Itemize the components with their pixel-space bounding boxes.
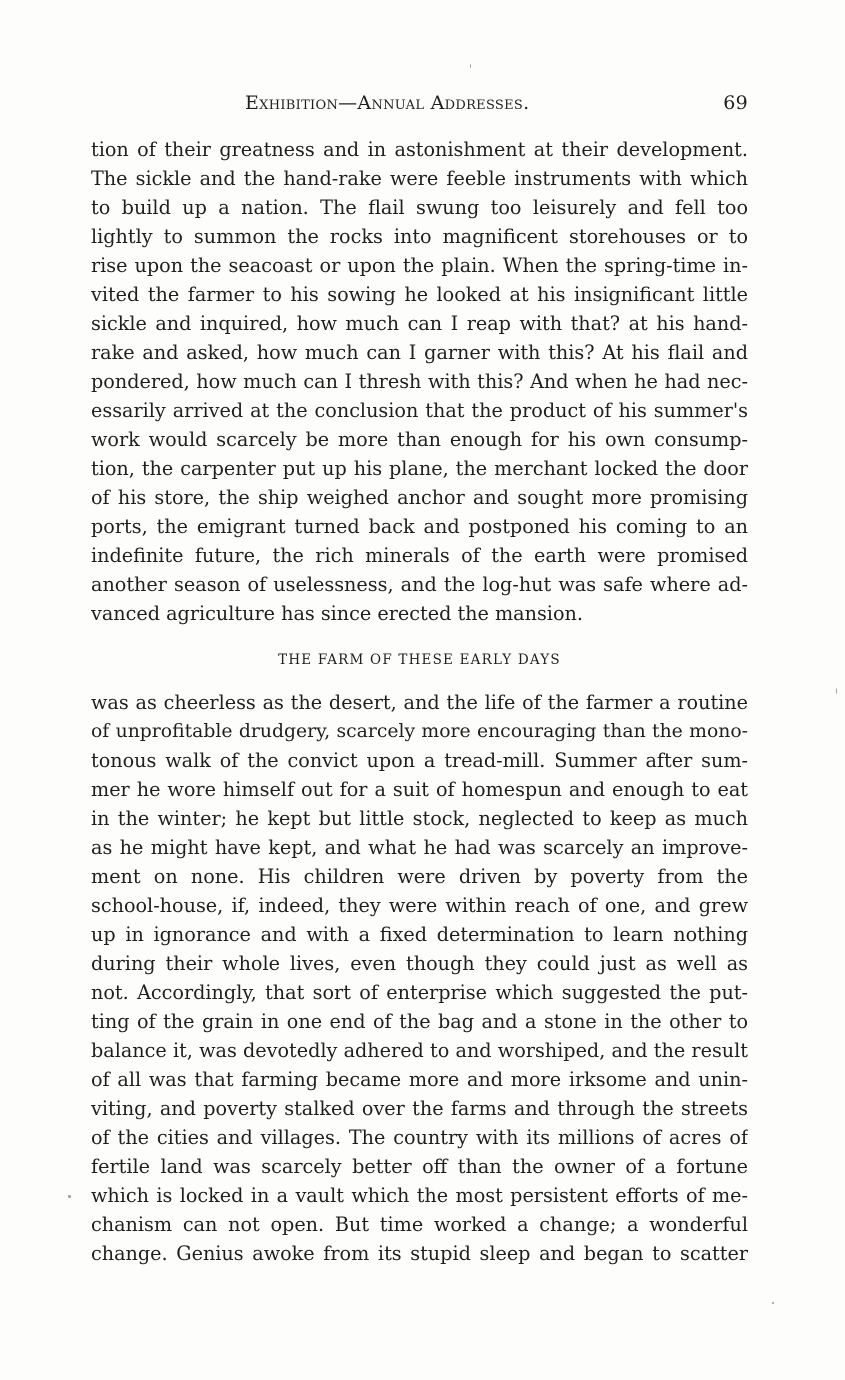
text-line: ting of the grain in one end of the bag and a stone in the other to — [91, 1010, 748, 1033]
paragraph — [91, 688, 748, 1268]
text-line: change. Genius awoke from its stupid sleep and began to scatter — [91, 1242, 748, 1265]
text-line: not. Accordingly, that sort of enterprise which suggested the put- — [91, 981, 748, 1004]
paper-speck — [836, 688, 837, 694]
text-line: balance it, was devotedly adhered to and worshiped, and the result — [91, 1039, 748, 1062]
running-head-title: Exhibition—Annual Addresses. — [245, 92, 530, 114]
text-line: as he might have kept, and what he had was scarcely an improve- — [91, 836, 748, 859]
paragraph-continued — [91, 135, 748, 628]
text-line: rake and asked, how much can I garner with this? At his flail and — [91, 341, 748, 364]
text-line: was as cheerless as the desert, and the life of the farmer a routine — [91, 691, 748, 714]
text-line: mer he wore himself out for a suit of homespun and enough to eat — [91, 778, 748, 801]
paper-speck — [470, 64, 471, 68]
paper-speck — [68, 1195, 71, 1198]
text-line: to build up a nation. The flail swung too leisurely and fell too — [91, 196, 748, 219]
text-line: The sickle and the hand-rake were feeble instruments with which — [91, 167, 748, 190]
text-line: school-house, if, indeed, they were within reach of one, and grew — [91, 894, 748, 917]
text-line: essarily arrived at the conclusion that the product of his summer's — [91, 399, 748, 422]
text-line: of all was that farming became more and more irksome and unin- — [91, 1068, 748, 1091]
text-line: work would scarcely be more than enough for his own consump- — [91, 428, 748, 451]
text-line: another season of uselessness, and the log-hut was safe where ad- — [91, 573, 748, 596]
text-line: during their whole lives, even though they could just as well as — [91, 952, 748, 975]
text-line: ment on none. His children were driven by poverty from the — [91, 865, 748, 888]
text-line: sickle and inquired, how much can I reap with that? at his hand- — [91, 312, 748, 335]
text-line: ports, the emigrant turned back and postponed his coming to an — [91, 515, 748, 538]
text-line: vanced agriculture has since erected the mansion. — [91, 602, 583, 625]
text-line: tonous walk of the convict upon a tread-mill. Summer after sum- — [91, 749, 748, 772]
page-number: 69 — [723, 92, 748, 114]
text-line: which is locked in a vault which the most persistent efforts of me- — [91, 1184, 748, 1207]
text-line: indefinite future, the rich minerals of the earth were promised — [91, 544, 748, 567]
text-line: tion, the carpenter put up his plane, the merchant locked the door — [91, 457, 748, 480]
text-line: chanism can not open. But time worked a change; a wonderful — [91, 1213, 748, 1236]
text-line: vited the farmer to his sowing he looked at his insignificant little — [91, 283, 748, 306]
text-line: of his store, the ship weighed anchor and sought more promising — [91, 486, 748, 509]
text-line: lightly to summon the rocks into magnificent storehouses or to — [91, 225, 748, 248]
text-line: of unprofitable drudgery, scarcely more encouraging than the mono- — [91, 721, 748, 742]
text-line: viting, and poverty stalked over the farms and through the streets — [91, 1097, 748, 1120]
text-line: tion of their greatness and in astonishment at their development. — [91, 138, 748, 161]
text-line: pondered, how much can I thresh with this? And when he had nec- — [91, 370, 748, 393]
text-line: of the cities and villages. The country with its millions of acres of — [91, 1126, 748, 1149]
paper-speck — [772, 1302, 774, 1304]
text-line: in the winter; he kept but little stock, neglected to keep as much — [91, 807, 748, 830]
text-line: up in ignorance and with a fixed determination to learn nothing — [91, 923, 748, 946]
running-head — [90, 92, 750, 122]
text-line: rise upon the seacoast or upon the plain. When the spring-time in- — [91, 254, 748, 277]
section-heading: THE FARM OF THESE EARLY DAYS — [278, 652, 561, 668]
text-line: fertile land was scarcely better off than the owner of a fortune — [91, 1155, 748, 1178]
